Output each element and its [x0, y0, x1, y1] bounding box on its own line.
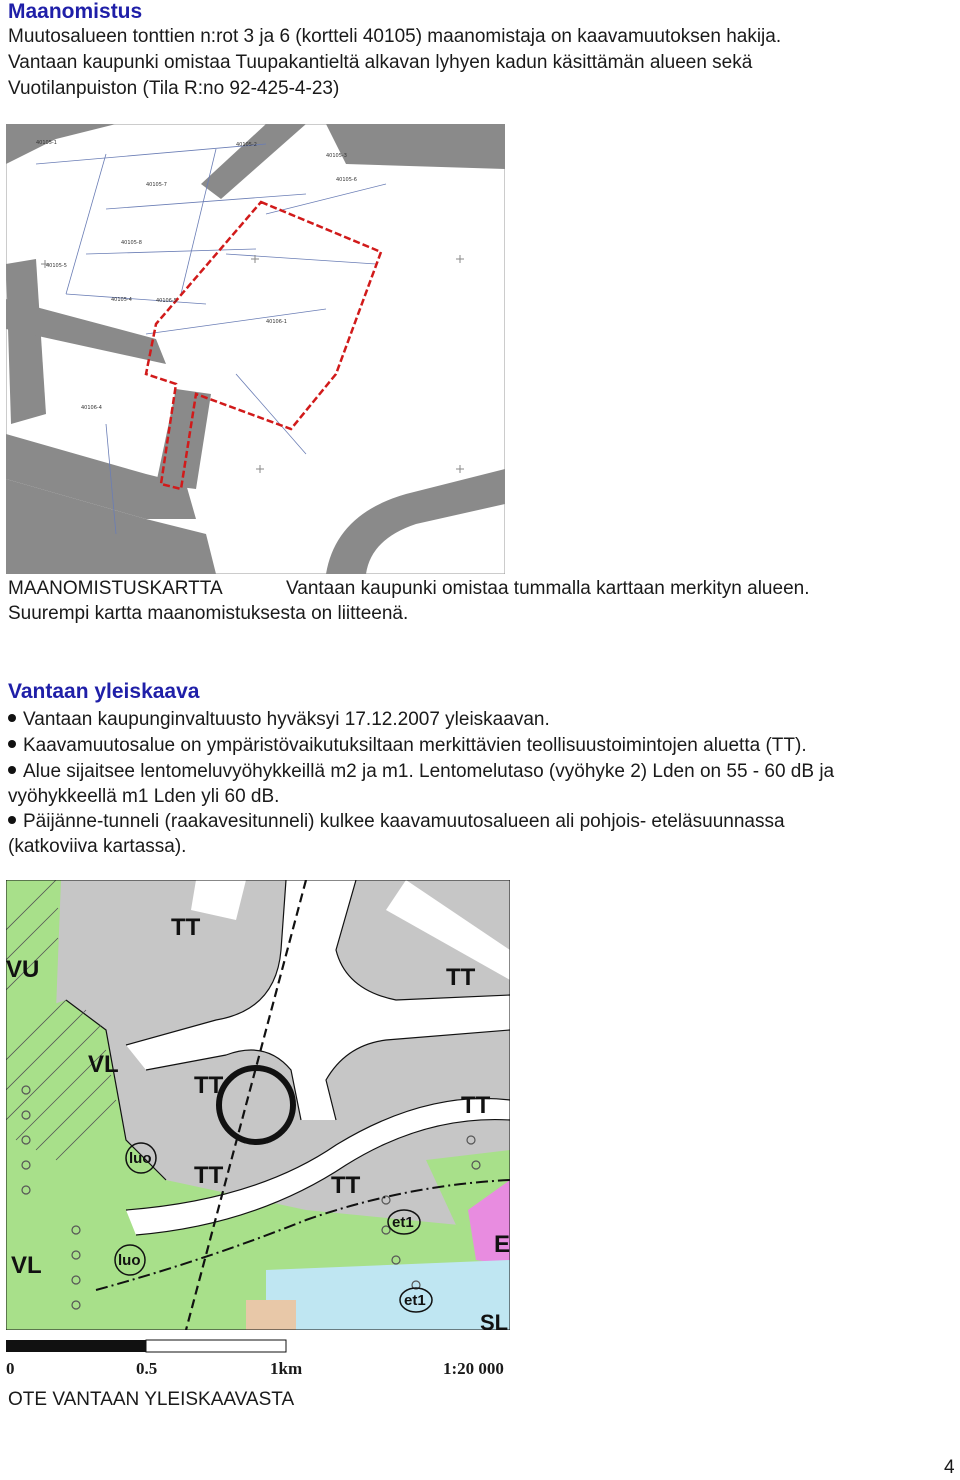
parcel-label: 40105-4 [111, 297, 132, 303]
map-label-et1: et1 [392, 1214, 414, 1231]
bullet-icon [8, 714, 16, 722]
paragraph-line-2: Vantaan kaupunki omistaa Tuupakantieltä alkavan lyhyen kadun käsittämän alueen sekä [8, 52, 753, 73]
map-caption-ote: OTE VANTAAN YLEISKAAVASTA [8, 1389, 295, 1410]
map-caption-text: Vantaan kaupunki omistaa tummalla karttaan merkityn alueen. [286, 578, 810, 599]
scale-bar [6, 1337, 510, 1357]
map-label-e: E [494, 1231, 510, 1258]
parcel-label: 40105-7 [146, 182, 167, 188]
parcel-label: 40105-1 [36, 140, 57, 146]
scale-label-zero: 0 [6, 1359, 15, 1378]
parcel-label: 40105-8 [121, 240, 142, 246]
ownership-map [6, 124, 505, 574]
general-plan-map [6, 880, 510, 1330]
parcel-label: 40105-3 [326, 153, 347, 159]
map-label-vl: VL [11, 1252, 42, 1279]
bullet-text: Kaavamuutosalue on ympäristövaikutuksiltaan merkittävien teollisuustoimintojen aluetta (TT). [23, 735, 807, 756]
bullet-item-3-cont: vyöhykkeellä m1 Lden yli 60 dB. [8, 786, 280, 807]
map-label-tt: TT [331, 1172, 361, 1199]
bullet-text: Alue sijaitsee lentomeluvyöhykkeillä m2 ja m1. Lentomelutaso (vyöhyke 2) Lden on 55 - 60 dB ja [23, 761, 835, 782]
map-label-vl: VL [88, 1051, 119, 1078]
scale-label-one: 1km [270, 1359, 303, 1378]
scale-label-half: 0.5 [136, 1359, 158, 1378]
map-caption-line-2: Suurempi kartta maanomistuksesta on liitteenä. [8, 603, 409, 624]
bullet-item-1 [6, 707, 550, 732]
parcel-label: 40105-5 [46, 263, 67, 269]
map-label-tt: TT [194, 1072, 224, 1099]
map-label-vu: VU [6, 956, 40, 983]
section-heading-maanomistus: Maanomistus [8, 0, 143, 23]
bullet-item-4-cont: (katkoviiva kartassa). [8, 836, 187, 857]
bullet-item-2 [6, 733, 807, 758]
map-label-tt: TT [171, 914, 201, 941]
bullet-icon [8, 766, 16, 774]
map-label-luo: luo [129, 1150, 152, 1167]
map-caption-label: MAANOMISTUSKARTTA [8, 578, 223, 599]
map-label-et1: et1 [404, 1292, 426, 1309]
page-number: 4 [944, 1457, 955, 1478]
bullet-item-4 [6, 809, 785, 834]
map-label-tt: TT [461, 1092, 491, 1119]
map-label-luo: luo [118, 1252, 141, 1269]
paragraph-line-3: Vuotilanpuiston (Tila R:no 92-425-4-23) [8, 78, 340, 99]
bullet-icon [8, 816, 16, 824]
map-label-tt: TT [194, 1162, 224, 1189]
bullet-text: Vantaan kaupunginvaltuusto hyväksyi 17.12.2007 yleiskaavan. [23, 709, 550, 730]
parcel-label: 40106-4 [81, 405, 102, 411]
parcel-label: 40106-5 [156, 298, 177, 304]
paragraph-line-1: Muutosalueen tonttien n:rot 3 ja 6 (kortteli 40105) maanomistaja on kaavamuutoksen hakija. [8, 26, 782, 47]
parcel-label: 40105-2 [236, 142, 257, 148]
bullet-text: Päijänne-tunneli (raakavesitunneli) kulkee kaavamuutosalueen ali pohjois- eteläsuunnassa [23, 811, 785, 832]
bullet-icon [8, 740, 16, 748]
scale-ratio: 1:20 000 [443, 1359, 504, 1378]
parcel-label: 40105-6 [336, 177, 357, 183]
bullet-item-3 [6, 759, 834, 784]
parcel-label: 40106-1 [266, 319, 287, 325]
map-label-sl: SL [480, 1310, 509, 1330]
section-heading-yleiskaava: Vantaan yleiskaava [8, 680, 200, 703]
map-label-tt: TT [446, 964, 476, 991]
